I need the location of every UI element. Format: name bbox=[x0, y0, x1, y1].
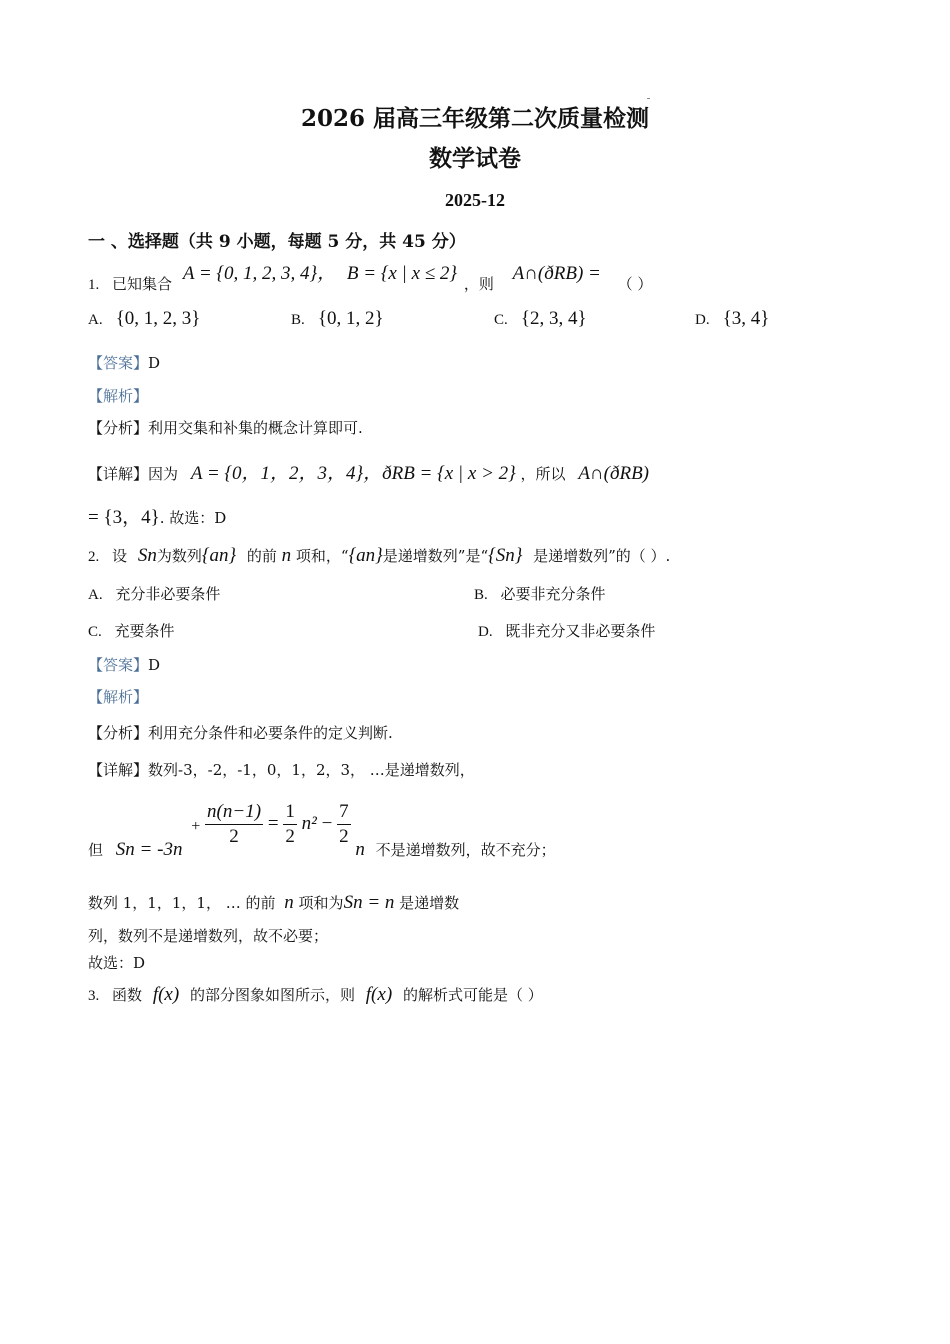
option-a bbox=[88, 308, 200, 330]
option-value: {3, 4} bbox=[722, 308, 770, 329]
analysis-summary bbox=[88, 417, 363, 438]
fraction-denominator: 2 bbox=[339, 826, 349, 847]
math-n-squared: n² bbox=[301, 812, 317, 834]
fraction-numerator: 7 bbox=[337, 800, 351, 825]
option-c bbox=[494, 308, 587, 330]
fraction-denominator: 2 bbox=[229, 826, 239, 847]
fraction-numerator: 1 bbox=[283, 800, 297, 825]
math-an: {an} bbox=[348, 545, 383, 566]
option-label: C. bbox=[494, 312, 508, 328]
analysis-summary bbox=[88, 722, 393, 743]
question-text: ，则 bbox=[463, 275, 494, 293]
option-label: C. bbox=[88, 624, 102, 640]
math-n: n bbox=[355, 838, 365, 860]
question-1-stem bbox=[88, 263, 653, 295]
option-label: B. bbox=[291, 312, 305, 328]
question-text: 的前 bbox=[246, 547, 277, 565]
math-equals: = bbox=[267, 812, 279, 834]
math-sn-equals-n: Sn = n bbox=[343, 892, 395, 913]
question-text: 的解析式可能是（ ） bbox=[402, 986, 543, 1004]
math-plus: + bbox=[191, 817, 201, 835]
answer-tag: 【答案】 bbox=[88, 656, 149, 674]
detail-line-1 bbox=[88, 759, 475, 780]
summary-text: 利用交集和补集的概念计算即可. bbox=[148, 419, 363, 437]
math-set-a: A = {0，1，2，3，4} bbox=[190, 463, 364, 484]
question-3-stem bbox=[88, 984, 543, 1006]
question-text: 为数列 bbox=[156, 547, 202, 565]
math-fx: f(x) bbox=[365, 984, 393, 1005]
option-value: 必要非充分条件 bbox=[500, 585, 606, 603]
answer-value: D bbox=[148, 354, 161, 372]
detail-text: 项和为 bbox=[298, 894, 344, 912]
math-sn: Sn bbox=[137, 545, 157, 566]
question-text: 项和，“ bbox=[295, 547, 349, 565]
question-text: 的部分图象如图所示，则 bbox=[189, 986, 355, 1004]
question-text: 函数 bbox=[112, 986, 143, 1004]
math-set-b: B = {x | x ≤ 2} bbox=[346, 263, 458, 284]
answer-tag: 【答案】 bbox=[88, 354, 149, 372]
detail-text: 数列-3，-2，-1，0，1，2，3， …是递增数列， bbox=[148, 761, 475, 779]
section-heading: 一 、选择题（共 9 小题，每题 5 分，共 45 分） bbox=[88, 232, 466, 252]
math-sn: {Sn} bbox=[488, 545, 523, 566]
analysis-tag: 【解析】 bbox=[88, 688, 149, 706]
math-complement: ，ðRB = {x | x > 2} bbox=[363, 463, 516, 484]
option-c bbox=[88, 620, 175, 641]
math-n: n bbox=[281, 545, 292, 566]
option-d bbox=[478, 620, 655, 641]
option-label: D. bbox=[478, 624, 493, 640]
option-d bbox=[695, 308, 769, 330]
detail-line-4: 列，数列不是递增数列，故不必要； bbox=[88, 927, 329, 945]
question-number: 3. bbox=[88, 988, 100, 1004]
option-value: 充要条件 bbox=[114, 622, 175, 640]
option-label: B. bbox=[474, 587, 488, 603]
math-minus: − bbox=[321, 812, 333, 834]
question-text: 是递增数列”是“ bbox=[382, 547, 489, 565]
option-b bbox=[291, 308, 384, 330]
option-value: {2, 3, 4} bbox=[520, 308, 587, 329]
fraction-one-half bbox=[283, 800, 297, 849]
option-a bbox=[88, 583, 220, 604]
math-result: = {3，4} bbox=[88, 507, 160, 528]
option-label: A. bbox=[88, 312, 103, 328]
detail-text: . 故选：D bbox=[159, 509, 227, 527]
answer-line bbox=[88, 654, 160, 675]
detail-text: ，所以 bbox=[520, 465, 566, 483]
answer-line bbox=[88, 352, 160, 373]
fraction-n-n-minus-1 bbox=[205, 800, 263, 849]
detail-line-3 bbox=[88, 892, 459, 914]
fraction-seven-half bbox=[337, 800, 351, 849]
math-an: {an} bbox=[201, 545, 237, 566]
math-set-a: A = {0, 1, 2, 3, 4}， bbox=[182, 263, 337, 284]
answer-value: D bbox=[148, 656, 161, 674]
summary-text: 利用充分条件和必要条件的定义判断. bbox=[148, 724, 393, 742]
analysis-tag: 【解析】 bbox=[88, 387, 149, 405]
math-expression: A∩(ðRB) = bbox=[512, 263, 601, 284]
formula-line bbox=[88, 796, 556, 860]
detail-tag: 【详解】 bbox=[88, 761, 149, 779]
question-text: 已知集合 bbox=[112, 275, 173, 293]
detail-text: 数列 1，1，1，1， … 的前 bbox=[88, 894, 276, 912]
fraction-denominator: 2 bbox=[285, 826, 295, 847]
stray-mark bbox=[647, 98, 650, 99]
math-sn-formula: Sn = -3n bbox=[115, 838, 183, 860]
option-value: 既非充分又非必要条件 bbox=[505, 622, 656, 640]
answer-blank: （ ） bbox=[617, 275, 653, 293]
question-number: 1. bbox=[88, 277, 100, 293]
math-fx: f(x) bbox=[152, 984, 180, 1005]
option-value: {0, 1, 2} bbox=[317, 308, 384, 329]
option-label: D. bbox=[695, 312, 710, 328]
detail-text: 是递增数 bbox=[399, 894, 460, 912]
exam-title: 2026 届高三年级第二次质量检测 bbox=[300, 105, 650, 132]
summary-tag: 【分析】 bbox=[88, 724, 149, 742]
summary-tag: 【分析】 bbox=[88, 419, 149, 437]
option-value: {0, 1, 2, 3} bbox=[115, 308, 201, 329]
detail-text: 但 bbox=[88, 840, 104, 859]
math-n: n bbox=[284, 892, 294, 913]
detail-text: 因为 bbox=[148, 465, 179, 483]
fraction-numerator: n(n−1) bbox=[205, 800, 263, 825]
detail-line-1 bbox=[88, 458, 649, 485]
option-b bbox=[474, 583, 606, 604]
detail-text: 不是递增数列，故不充分； bbox=[375, 840, 556, 859]
option-value: 充分非必要条件 bbox=[115, 585, 221, 603]
question-text: 是递增数列”的（ ）. bbox=[533, 547, 671, 565]
exam-subtitle: 数学试卷 bbox=[429, 145, 521, 172]
math-expression: A∩(ðRB) bbox=[578, 463, 650, 484]
option-label: A. bbox=[88, 587, 103, 603]
detail-line-2 bbox=[88, 502, 226, 529]
question-text: 设 bbox=[112, 547, 128, 565]
detail-conclusion: 故选：D bbox=[88, 954, 146, 972]
question-number: 2. bbox=[88, 549, 100, 565]
detail-tag: 【详解】 bbox=[88, 465, 149, 483]
question-2-stem bbox=[88, 545, 670, 567]
exam-date: 2025-12 bbox=[445, 190, 505, 210]
